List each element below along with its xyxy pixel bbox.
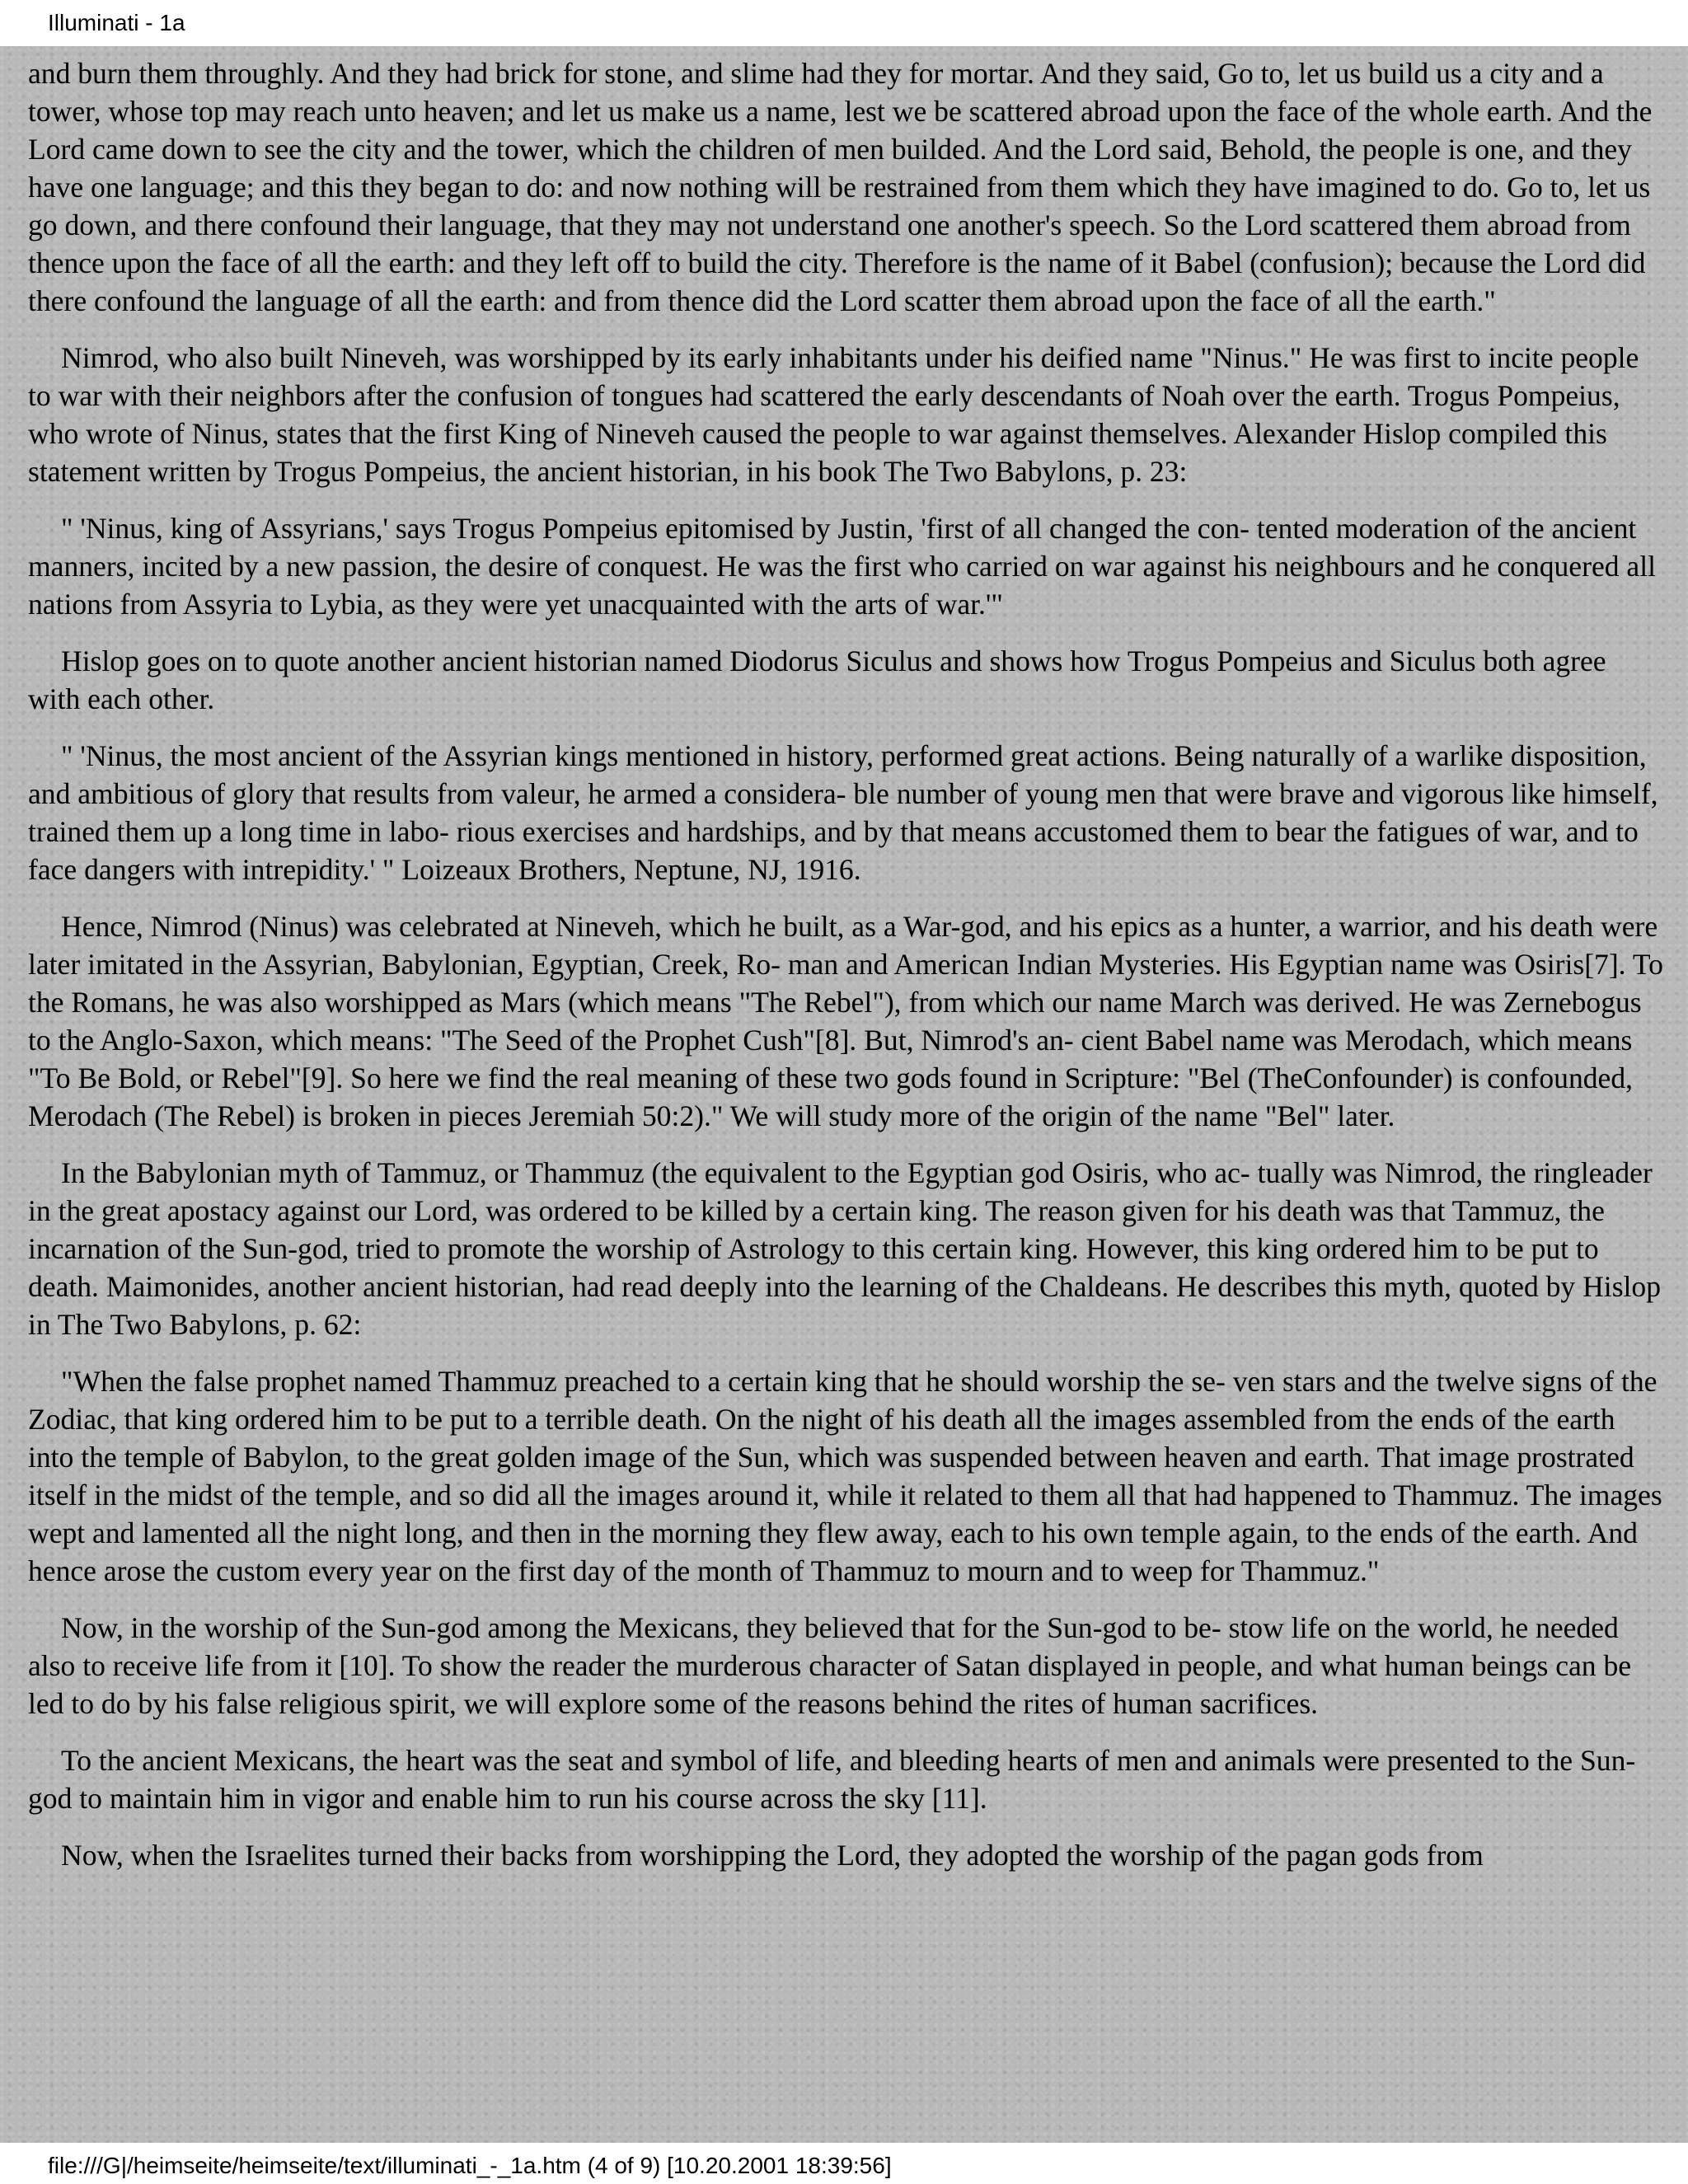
page-title: Illuminati - 1a: [48, 10, 185, 35]
file-path-footer: file:///G|/heimseite/heimseite/text/illuminati_-_1a.htm (4 of 9) [10.20.2001 18:39:56]: [48, 2153, 892, 2178]
text-block: [28, 54, 1664, 1893]
page-header: [0, 0, 1688, 46]
paragraph-7: In the Babylonian myth of Tammuz, or Thammuz (the equivalent to the Egyptian god Osiris, who ac- tually was Nimrod, the ringleader in the great apostacy against our Lord, was ordered to be killed by a certain king. The reason given for his death was that Tammuz, the incarnation of the Sun-god, tried to promote the worship of Astrology to this certain king. However, this king ordered him to be put to death. Maimonides, another ancient historian, had read deeply into the learning of the Chaldeans. He describes this myth, quoted by Hislop in The Two Babylons, p. 62:: [28, 1156, 1661, 1341]
page-footer: [0, 2143, 1688, 2184]
paragraph-9: Now, in the worship of the Sun-god among the Mexicans, they believed that for the Sun-god to be- stow life on the world, he needed also to receive life from it [10]. To show the reader the murderous character of Satan displayed in people, and what human beings can be led to do by his false religious spirit, we will explore some of the reasons behind the rites of human sacrifices.: [28, 1611, 1632, 1720]
paragraph-6: Hence, Nimrod (Ninus) was celebrated at Nineveh, which he built, as a War-god, and his epics as a hunter, a warrior, and his death were later imitated in the Assyrian, Babylonian, Egyptian, Creek, Ro- man and American Indian Mysteries. His Egyptian name was Osiris[7]. To the Romans, he was also worshipped as Mars (which means "The Rebel"), from which our name March was derived. He was Zernebogus to the Anglo-Saxon, which means: "The Seed of the Prophet Cush"[8]. But, Nimrod's an- cient Babel name was Merodach, which means "To Be Bold, or Rebel"[9]. So here we find the real meaning of these two gods found in Scripture: "Bel (TheConfounder) is confounded, Merodach (The Rebel) is broken in pieces Jeremiah 50:2)." We will study more of the origin of the name "Bel" later.: [28, 910, 1663, 1132]
paragraph-1: and burn them throughly. And they had brick for stone, and slime had they for mortar. And they said, Go to, let us build us a city and a tower, whose top may reach unto heaven; and let us make us a name, lest we be scattered abroad upon the face of the whole earth. And the Lord came down to see the city and the tower, which the children of men builded. And the Lord said, Behold, the people is one, and they have one language; and this they began to do: and now nothing will be restrained from them which they have imagined to do. Go to, let us go down, and there confound their language, that they may not understand one another's speech. So the Lord scattered them abroad from thence upon the face of all the earth: and they left off to build the city. Therefore is the name of it Babel (confusion); because the Lord did there confound the language of all the earth: and from thence did the Lord scatter them abroad upon the face of all the earth.": [28, 57, 1653, 317]
paragraph-4: Hislop goes on to quote another ancient historian named Diodorus Siculus and shows how Trogus Pompeius and Siculus both agree with each other.: [28, 644, 1606, 715]
paragraph-11: Now, when the Israelites turned their backs from worshipping the Lord, they adopted the worship of the pagan gods from: [61, 1839, 1484, 1872]
paragraph-10: To the ancient Mexicans, the heart was the seat and symbol of life, and bleeding hearts of men and animals were presented to the Sun-god to maintain him in vigor and enable him to run his course across the sky [11].: [28, 1744, 1636, 1815]
paragraph-3: " 'Ninus, king of Assyrians,' says Trogus Pompeius epitomised by Justin, 'first of all changed the con- tented moderation of the ancient manners, incited by a new passion, the desire of conquest. He was the first who carried on war against his neighbours and he conquered all nations from Assyria to Lybia, as they were yet unacquainted with the arts of war.'": [28, 512, 1656, 621]
paragraph-8: "When the false prophet named Thammuz preached to a certain king that he should worship the se- ven stars and the twelve signs of the Zodiac, that king ordered him to be put to a terrible death. On the night of his death all the images assembled from the ends of the earth into the temple of Babylon, to the great golden image of the Sun, which was suspended between heaven and earth. That image prostrated itself in the midst of the temple, and so did all the images around it, while it related to them all that had happened to Thammuz. The images wept and lamented all the night long, and then in the morning they flew away, each to his own temple again, to the ends of the earth. And hence arose the custom every year on the first day of the month of Thammuz to mourn and to weep for Thammuz.": [28, 1365, 1662, 1587]
document-body: [0, 46, 1688, 2143]
paragraph-5: " 'Ninus, the most ancient of the Assyrian kings mentioned in history, performed great actions. Being naturally of a warlike disposition, and ambitious of glory that results from valeur, he armed a considera- ble number of young men that were brave and vigorous like himself, trained them up a long time in labo- rious exercises and hardships, and by that means accustomed them to bear the fatigues of war, and to face dangers with intrepidity.' " Loizeaux Brothers, Neptune, NJ, 1916.: [28, 739, 1658, 886]
paragraph-2: Nimrod, who also built Nineveh, was worshipped by its early inhabitants under his deified name "Ninus." He was first to incite people to war with their neighbors after the confusion of tongues had scattered the early descendants of Noah over the earth. Trogus Pompeius, who wrote of Ninus, states that the first King of Nineveh caused the people to war against themselves. Alexander Hislop compiled this statement written by Trogus Pompeius, the ancient historian, in his book The Two Babylons, p. 23:: [28, 341, 1639, 488]
